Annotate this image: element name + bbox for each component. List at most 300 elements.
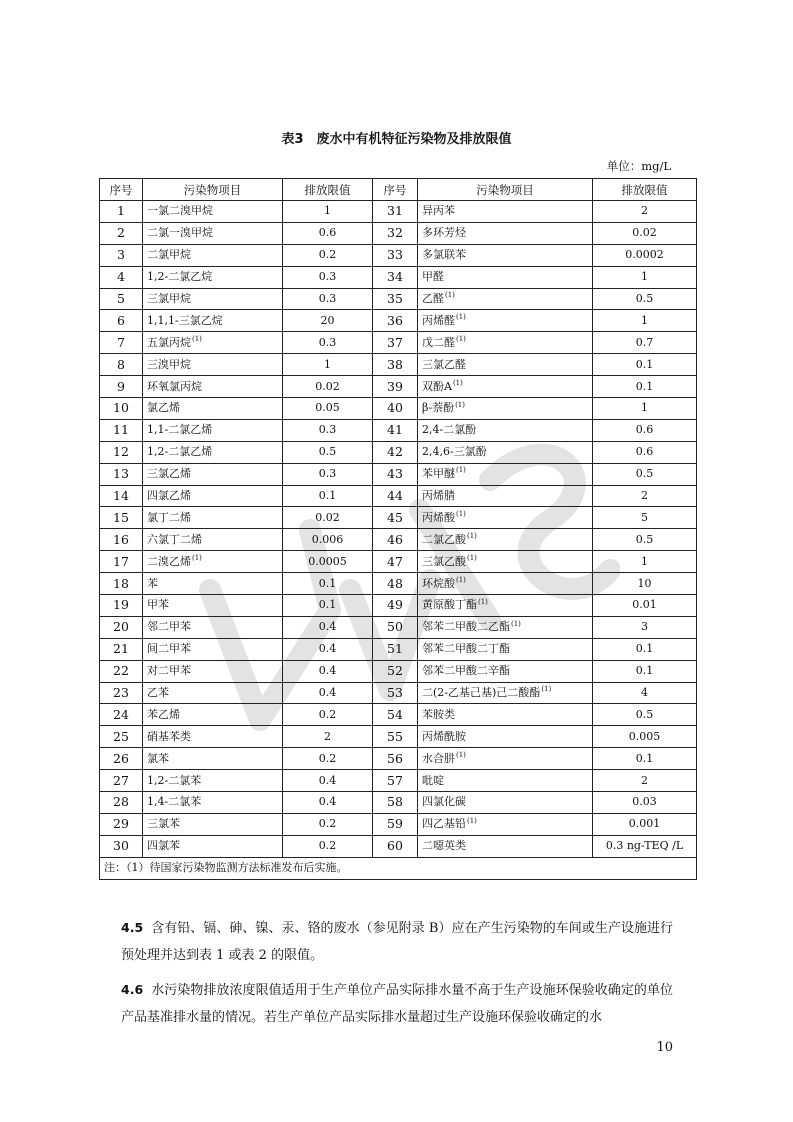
row-number: 36 [387, 312, 403, 328]
pollutant-name-cell [418, 222, 593, 244]
pollutant-name-cell [418, 704, 593, 726]
limit-value: 0.1 [318, 489, 337, 503]
limit-value: 0.6 [318, 226, 337, 240]
limit-value-cell [283, 507, 373, 529]
row-number-cell [373, 419, 418, 441]
row-number-cell [373, 441, 418, 463]
pollutant-name: 氯苯 [147, 751, 169, 765]
limit-value: 20 [320, 313, 335, 327]
pollutant-name: 1,4-二氯苯 [147, 795, 202, 809]
row-number: 19 [113, 597, 129, 613]
limit-value-cell [283, 222, 373, 244]
row-number: 17 [113, 553, 129, 569]
pollutant-name-cell [418, 485, 593, 507]
limit-value: 0.2 [318, 839, 337, 853]
row-number: 22 [113, 663, 129, 679]
row-number: 3 [117, 247, 125, 263]
pollutant-name-cell [143, 529, 283, 551]
row-number-cell [373, 376, 418, 398]
row-number: 2 [117, 225, 125, 241]
pollutant-name-cell [418, 638, 593, 660]
table-row [100, 222, 697, 244]
pollutant-name: 黄原酸丁酯 [422, 598, 477, 612]
row-number: 30 [113, 838, 129, 854]
limit-value-cell [283, 398, 373, 420]
limit-value: 0.02 [632, 226, 657, 240]
pollutant-name-cell [418, 398, 593, 420]
row-number: 47 [387, 553, 403, 569]
row-number-cell [373, 288, 418, 310]
pollutant-name-cell [143, 595, 283, 617]
limit-value-cell [283, 726, 373, 748]
row-number: 7 [117, 334, 125, 350]
table-row [100, 485, 697, 507]
limit-value-cell [283, 441, 373, 463]
limit-value-cell [593, 441, 697, 463]
row-number: 53 [387, 685, 403, 701]
row-number-cell [373, 529, 418, 551]
limit-value: 4 [641, 686, 648, 700]
row-number: 32 [387, 225, 403, 241]
pollutant-name: 二氯乙酸 [422, 532, 466, 546]
row-number: 15 [113, 509, 129, 525]
row-number: 12 [113, 444, 129, 460]
pollutant-name: 三氯苯 [147, 817, 180, 831]
pollutant-name-cell [143, 463, 283, 485]
row-number: 38 [387, 356, 403, 372]
pollutant-name-cell [143, 310, 283, 332]
row-number-cell [373, 770, 418, 792]
limit-value: 0.006 [311, 532, 344, 546]
pollutant-name-cell [143, 244, 283, 266]
pollutant-name: 2,4-二氯酚 [422, 423, 477, 437]
limit-value-cell [283, 354, 373, 376]
row-number: 60 [387, 838, 403, 854]
pollutant-name-cell [143, 441, 283, 463]
pollutant-name: 1,2-二氯乙烯 [147, 445, 213, 459]
pollutant-name: 三溴甲烷 [147, 357, 191, 371]
row-number: 28 [113, 794, 129, 810]
limit-value-cell [283, 682, 373, 704]
clause-text: 含有铅、镉、砷、镍、汞、铬的废水（参见附录 B）应在产生污染物的车间或生产设施进行预处理并达到表 1 或表 2 的限值。 [121, 921, 673, 963]
table-row [100, 660, 697, 682]
limit-value: 2 [641, 489, 648, 503]
limit-value: 0.6 [635, 423, 654, 437]
row-number-cell [373, 463, 418, 485]
pollutant-name: 苯 [147, 576, 158, 590]
pollutant-name: 邻苯二甲酸二辛酯 [422, 664, 510, 678]
limit-value: 1 [324, 204, 331, 218]
pollutant-name-cell [143, 376, 283, 398]
row-number: 23 [113, 685, 129, 701]
row-number: 13 [113, 466, 129, 482]
row-number-cell [373, 244, 418, 266]
row-number: 35 [387, 291, 403, 306]
limit-value-cell [283, 266, 373, 288]
pollutant-name-cell [143, 354, 283, 376]
footnote-marker: (1) [192, 335, 202, 344]
limit-value: 0.1 [635, 642, 654, 656]
row-number: 21 [113, 641, 129, 657]
table-row [100, 792, 697, 814]
row-number-cell [100, 573, 143, 595]
row-number-cell [100, 835, 143, 857]
row-number: 40 [387, 400, 403, 416]
row-number-cell [373, 266, 418, 288]
limit-value-cell [593, 704, 697, 726]
table-title: 表3 废水中有机特征污染物及排放限值 [281, 132, 512, 147]
pollutant-name-cell [143, 813, 283, 835]
limit-value-cell [283, 792, 373, 814]
header-limit-1: 排放限值 [283, 179, 373, 201]
pollutant-name: 五氯丙烷 [147, 335, 191, 349]
row-number: 43 [387, 466, 403, 482]
row-number-cell [100, 616, 143, 638]
footnote-marker: (1) [456, 335, 466, 344]
table-row [100, 376, 697, 398]
limit-value-cell [283, 813, 373, 835]
limit-value: 10 [637, 576, 652, 590]
row-number: 49 [387, 597, 403, 613]
limit-value-cell [283, 244, 373, 266]
limit-value-cell [593, 376, 697, 398]
row-number-cell [100, 551, 143, 573]
row-number-cell [100, 813, 143, 835]
row-number-cell [100, 332, 143, 354]
row-number: 42 [387, 444, 403, 460]
row-number-cell [100, 529, 143, 551]
header-limit-2: 排放限值 [593, 179, 697, 201]
pollutant-name: 甲苯 [147, 598, 169, 612]
pollutant-name: 1,1-二氯乙烯 [147, 423, 213, 437]
pollutant-name: 环氧氯丙烷 [147, 379, 202, 393]
row-number-cell [100, 638, 143, 660]
row-number-cell [373, 726, 418, 748]
row-number: 34 [387, 269, 403, 285]
row-number: 8 [117, 356, 125, 372]
pollutant-name-cell [143, 222, 283, 244]
pollutant-name: 二噁英类 [422, 839, 466, 853]
footnote-marker: (1) [467, 532, 477, 541]
row-number: 41 [387, 422, 403, 438]
pollutant-name: 丙烯酸 [422, 510, 455, 524]
limit-value-cell [593, 419, 697, 441]
paragraph-4-5 [121, 914, 673, 969]
row-number: 37 [387, 334, 403, 350]
pollutant-name: 苯乙烯 [147, 707, 180, 721]
footnote-marker: (1) [456, 510, 466, 519]
paragraph-4-6 [121, 976, 673, 1031]
table-row [100, 201, 697, 223]
row-number-cell [100, 376, 143, 398]
limit-value: 0.4 [318, 642, 337, 656]
table-row [100, 682, 697, 704]
pollutant-name-cell [143, 748, 283, 770]
pollutant-name: 丙烯醛 [422, 313, 455, 327]
limit-value-cell [593, 792, 697, 814]
row-number: 39 [387, 378, 403, 394]
pollutant-name-cell [418, 792, 593, 814]
limit-value: 0.7 [635, 335, 654, 349]
row-number: 50 [387, 619, 403, 635]
row-number-cell [100, 595, 143, 617]
header-pollutant-2: 污染物项目 [418, 179, 593, 201]
row-number-cell [100, 441, 143, 463]
table-row [100, 419, 697, 441]
row-number-cell [100, 770, 143, 792]
pollutant-name-cell [418, 616, 593, 638]
limit-value: 0.5 [635, 292, 654, 305]
pollutant-name: 戊二醛 [422, 335, 455, 349]
pollutant-name-cell [143, 398, 283, 420]
row-number-cell [100, 748, 143, 770]
row-number: 1 [117, 203, 125, 219]
table-row [100, 507, 697, 529]
pollutant-name-cell [143, 835, 283, 857]
pollutant-name: 四乙基铅 [422, 817, 466, 831]
limit-value-cell [283, 616, 373, 638]
row-number: 56 [387, 750, 403, 766]
pollutant-name-cell [143, 288, 283, 310]
row-number: 52 [387, 663, 403, 679]
limit-value: 2 [641, 204, 648, 218]
limit-value-cell [283, 310, 373, 332]
pollutant-name-cell [418, 201, 593, 223]
pollutant-name: 氯乙烯 [147, 401, 180, 415]
pollutant-name: 吡啶 [422, 773, 444, 787]
limit-value: 2 [324, 729, 331, 743]
row-number-cell [373, 595, 418, 617]
row-number-cell [100, 507, 143, 529]
limit-value-cell [283, 288, 373, 310]
limit-value: 0.2 [318, 248, 337, 262]
clause-number: 4.6 [121, 982, 144, 997]
pollutant-name-cell [143, 704, 283, 726]
row-number-cell [373, 332, 418, 354]
row-number-cell [373, 354, 418, 376]
limit-value-cell [283, 376, 373, 398]
row-number-cell [100, 288, 143, 310]
limit-value: 0.2 [318, 707, 337, 721]
pollutant-name: 四氯苯 [147, 839, 180, 853]
limit-value: 0.3 ng-TEQ /L [605, 839, 684, 853]
limit-value-cell [593, 398, 697, 420]
row-number: 9 [117, 378, 125, 394]
row-number-cell [373, 222, 418, 244]
footnote-marker: (1) [467, 554, 477, 563]
row-number: 44 [387, 488, 403, 504]
row-number-cell [100, 660, 143, 682]
limit-value: 0.03 [632, 795, 657, 809]
limit-value-cell [593, 638, 697, 660]
row-number-cell [373, 573, 418, 595]
pollutant-name: 多氯联苯 [422, 248, 466, 262]
pollutant-name-cell [143, 551, 283, 573]
pollutant-name: 2,4,6-三氯酚 [422, 445, 487, 459]
limit-value-cell [283, 748, 373, 770]
pollutant-name: 间二甲苯 [147, 642, 191, 656]
limit-value-cell [283, 419, 373, 441]
row-number-cell [373, 792, 418, 814]
row-number-cell [373, 310, 418, 332]
table-row [100, 354, 697, 376]
row-number: 59 [387, 816, 403, 832]
row-number: 26 [113, 750, 129, 766]
limit-value: 3 [641, 620, 648, 634]
pollutant-name-cell [143, 201, 283, 223]
limit-value-cell [283, 660, 373, 682]
clause-number: 4.5 [121, 920, 144, 935]
limit-value: 0.6 [635, 445, 654, 459]
pollutant-name: 二氯一溴甲烷 [147, 226, 213, 240]
limit-value: 1 [641, 270, 648, 284]
row-number-cell [373, 507, 418, 529]
row-number-cell [100, 398, 143, 420]
clause-text: 水污染物排放浓度限值适用于生产单位产品实际排水量不高于生产设施环保验收确定的单位产品基准排水量的情况。若生产单位产品实际排水量超过生产设施环保验收确定的水 [121, 983, 673, 1025]
row-number-cell [100, 354, 143, 376]
pollutant-name: 多环芳烃 [422, 226, 466, 240]
limit-value-cell [593, 288, 697, 310]
limit-value-cell [593, 485, 697, 507]
table-header-row [100, 179, 697, 201]
limit-value-cell [593, 463, 697, 485]
pollutant-name-cell [418, 835, 593, 857]
pollutant-name: 邻苯二甲酸二丁酯 [422, 642, 510, 656]
pollutant-name: 苯甲醚 [422, 467, 455, 481]
limit-value: 5 [641, 510, 648, 524]
table-row [100, 266, 697, 288]
pollutant-name-cell [418, 660, 593, 682]
pollutant-name: 氯丁二烯 [147, 510, 191, 524]
limit-value: 0.5 [635, 707, 654, 721]
table-row [100, 551, 697, 573]
pollutant-name: 对二甲苯 [147, 664, 191, 678]
pollutant-name: 苯胺类 [422, 707, 455, 721]
limit-value-cell [593, 595, 697, 617]
limit-value-cell [593, 835, 697, 857]
table-row [100, 704, 697, 726]
limit-value: 0.3 [318, 467, 337, 481]
table-row [100, 595, 697, 617]
pollutant-name-cell [418, 376, 593, 398]
table-row [100, 616, 697, 638]
row-number-cell [373, 201, 418, 223]
row-number-cell [373, 660, 418, 682]
footnote-marker: (1) [456, 751, 466, 760]
pollutant-name-cell [418, 595, 593, 617]
row-number-cell [100, 463, 143, 485]
footnote-marker: (1) [456, 466, 466, 475]
row-number: 27 [113, 772, 129, 788]
row-number-cell [373, 704, 418, 726]
footnote-marker: (1) [452, 378, 463, 387]
row-number: 58 [387, 794, 403, 810]
row-number: 4 [117, 269, 125, 285]
limit-value-cell [283, 770, 373, 792]
limit-value-cell [593, 682, 697, 704]
limit-value: 0.5 [318, 445, 337, 459]
row-number: 46 [387, 531, 403, 547]
limit-value-cell [593, 222, 697, 244]
pollutant-name: 三氯乙酸 [422, 554, 466, 568]
footnote-marker: (1) [455, 400, 465, 409]
limit-value-cell [283, 529, 373, 551]
row-number: 51 [387, 641, 403, 657]
limit-value-cell [593, 726, 697, 748]
pollutant-name: 1,2-二氯乙烷 [147, 270, 213, 284]
pollutant-name-cell [143, 792, 283, 814]
limit-value-cell [283, 463, 373, 485]
pollutant-name: 四氯化碳 [422, 795, 466, 809]
limit-value: 0.4 [318, 620, 337, 634]
row-number-cell [100, 726, 143, 748]
row-number: 31 [387, 203, 403, 219]
pollutant-name-cell [143, 266, 283, 288]
table-row [100, 288, 697, 310]
limit-value: 0.4 [318, 773, 337, 787]
pollutant-name-cell [418, 529, 593, 551]
row-number-cell [373, 813, 418, 835]
limit-value: 0.001 [628, 817, 661, 831]
pollutant-name: 1,2-二氯苯 [147, 773, 202, 787]
row-number-cell [100, 682, 143, 704]
limit-value: 0.0002 [625, 248, 664, 262]
limit-value-cell [283, 595, 373, 617]
row-number: 24 [113, 706, 129, 722]
limit-value: 0.1 [635, 357, 654, 371]
pollutant-name-cell [143, 770, 283, 792]
limit-value-cell [593, 813, 697, 835]
pollutant-name: 邻苯二甲酸二乙酯 [422, 620, 510, 634]
limit-value-cell [593, 507, 697, 529]
pollutant-name: 三氯甲烷 [147, 292, 191, 305]
pollutant-name-cell [143, 419, 283, 441]
footnote-marker: (1) [456, 575, 466, 584]
pollutant-name-cell [418, 507, 593, 529]
limit-value: 0.01 [632, 598, 657, 612]
footnote-marker: (1) [478, 597, 488, 606]
pollutant-name: 四氯乙烯 [147, 489, 191, 503]
limit-value-cell [593, 244, 697, 266]
row-number: 54 [387, 706, 403, 722]
header-pollutant-1: 污染物项目 [143, 179, 283, 201]
table-note: 注：（1）待国家污染物监测方法标准发布后实施。 [100, 857, 697, 879]
limit-value: 0.1 [318, 576, 337, 590]
pollutant-name-cell [143, 638, 283, 660]
limit-value: 0.5 [635, 532, 654, 546]
row-number-cell [373, 638, 418, 660]
pollutant-name: 丙烯腈 [422, 489, 455, 503]
table-note-row [100, 857, 697, 879]
pollutant-name: 丙烯酰胺 [422, 729, 466, 743]
header-no-2: 序号 [373, 179, 418, 201]
limit-value: 0.5 [635, 467, 654, 481]
row-number-cell [373, 398, 418, 420]
pollutant-name: 异丙苯 [422, 204, 455, 218]
table-row [100, 638, 697, 660]
pollutant-name: 二溴乙烯 [147, 554, 191, 568]
pollutant-name-cell [418, 770, 593, 792]
pollutant-name-cell [418, 419, 593, 441]
limit-value: 0.005 [628, 729, 661, 743]
limit-value-cell [593, 660, 697, 682]
pollutant-name-cell [143, 485, 283, 507]
pollutant-name: 六氯丁二烯 [147, 532, 202, 546]
row-number-cell [100, 485, 143, 507]
limit-value-cell [593, 310, 697, 332]
row-number-cell [373, 748, 418, 770]
limit-value: 0.02 [315, 510, 340, 524]
